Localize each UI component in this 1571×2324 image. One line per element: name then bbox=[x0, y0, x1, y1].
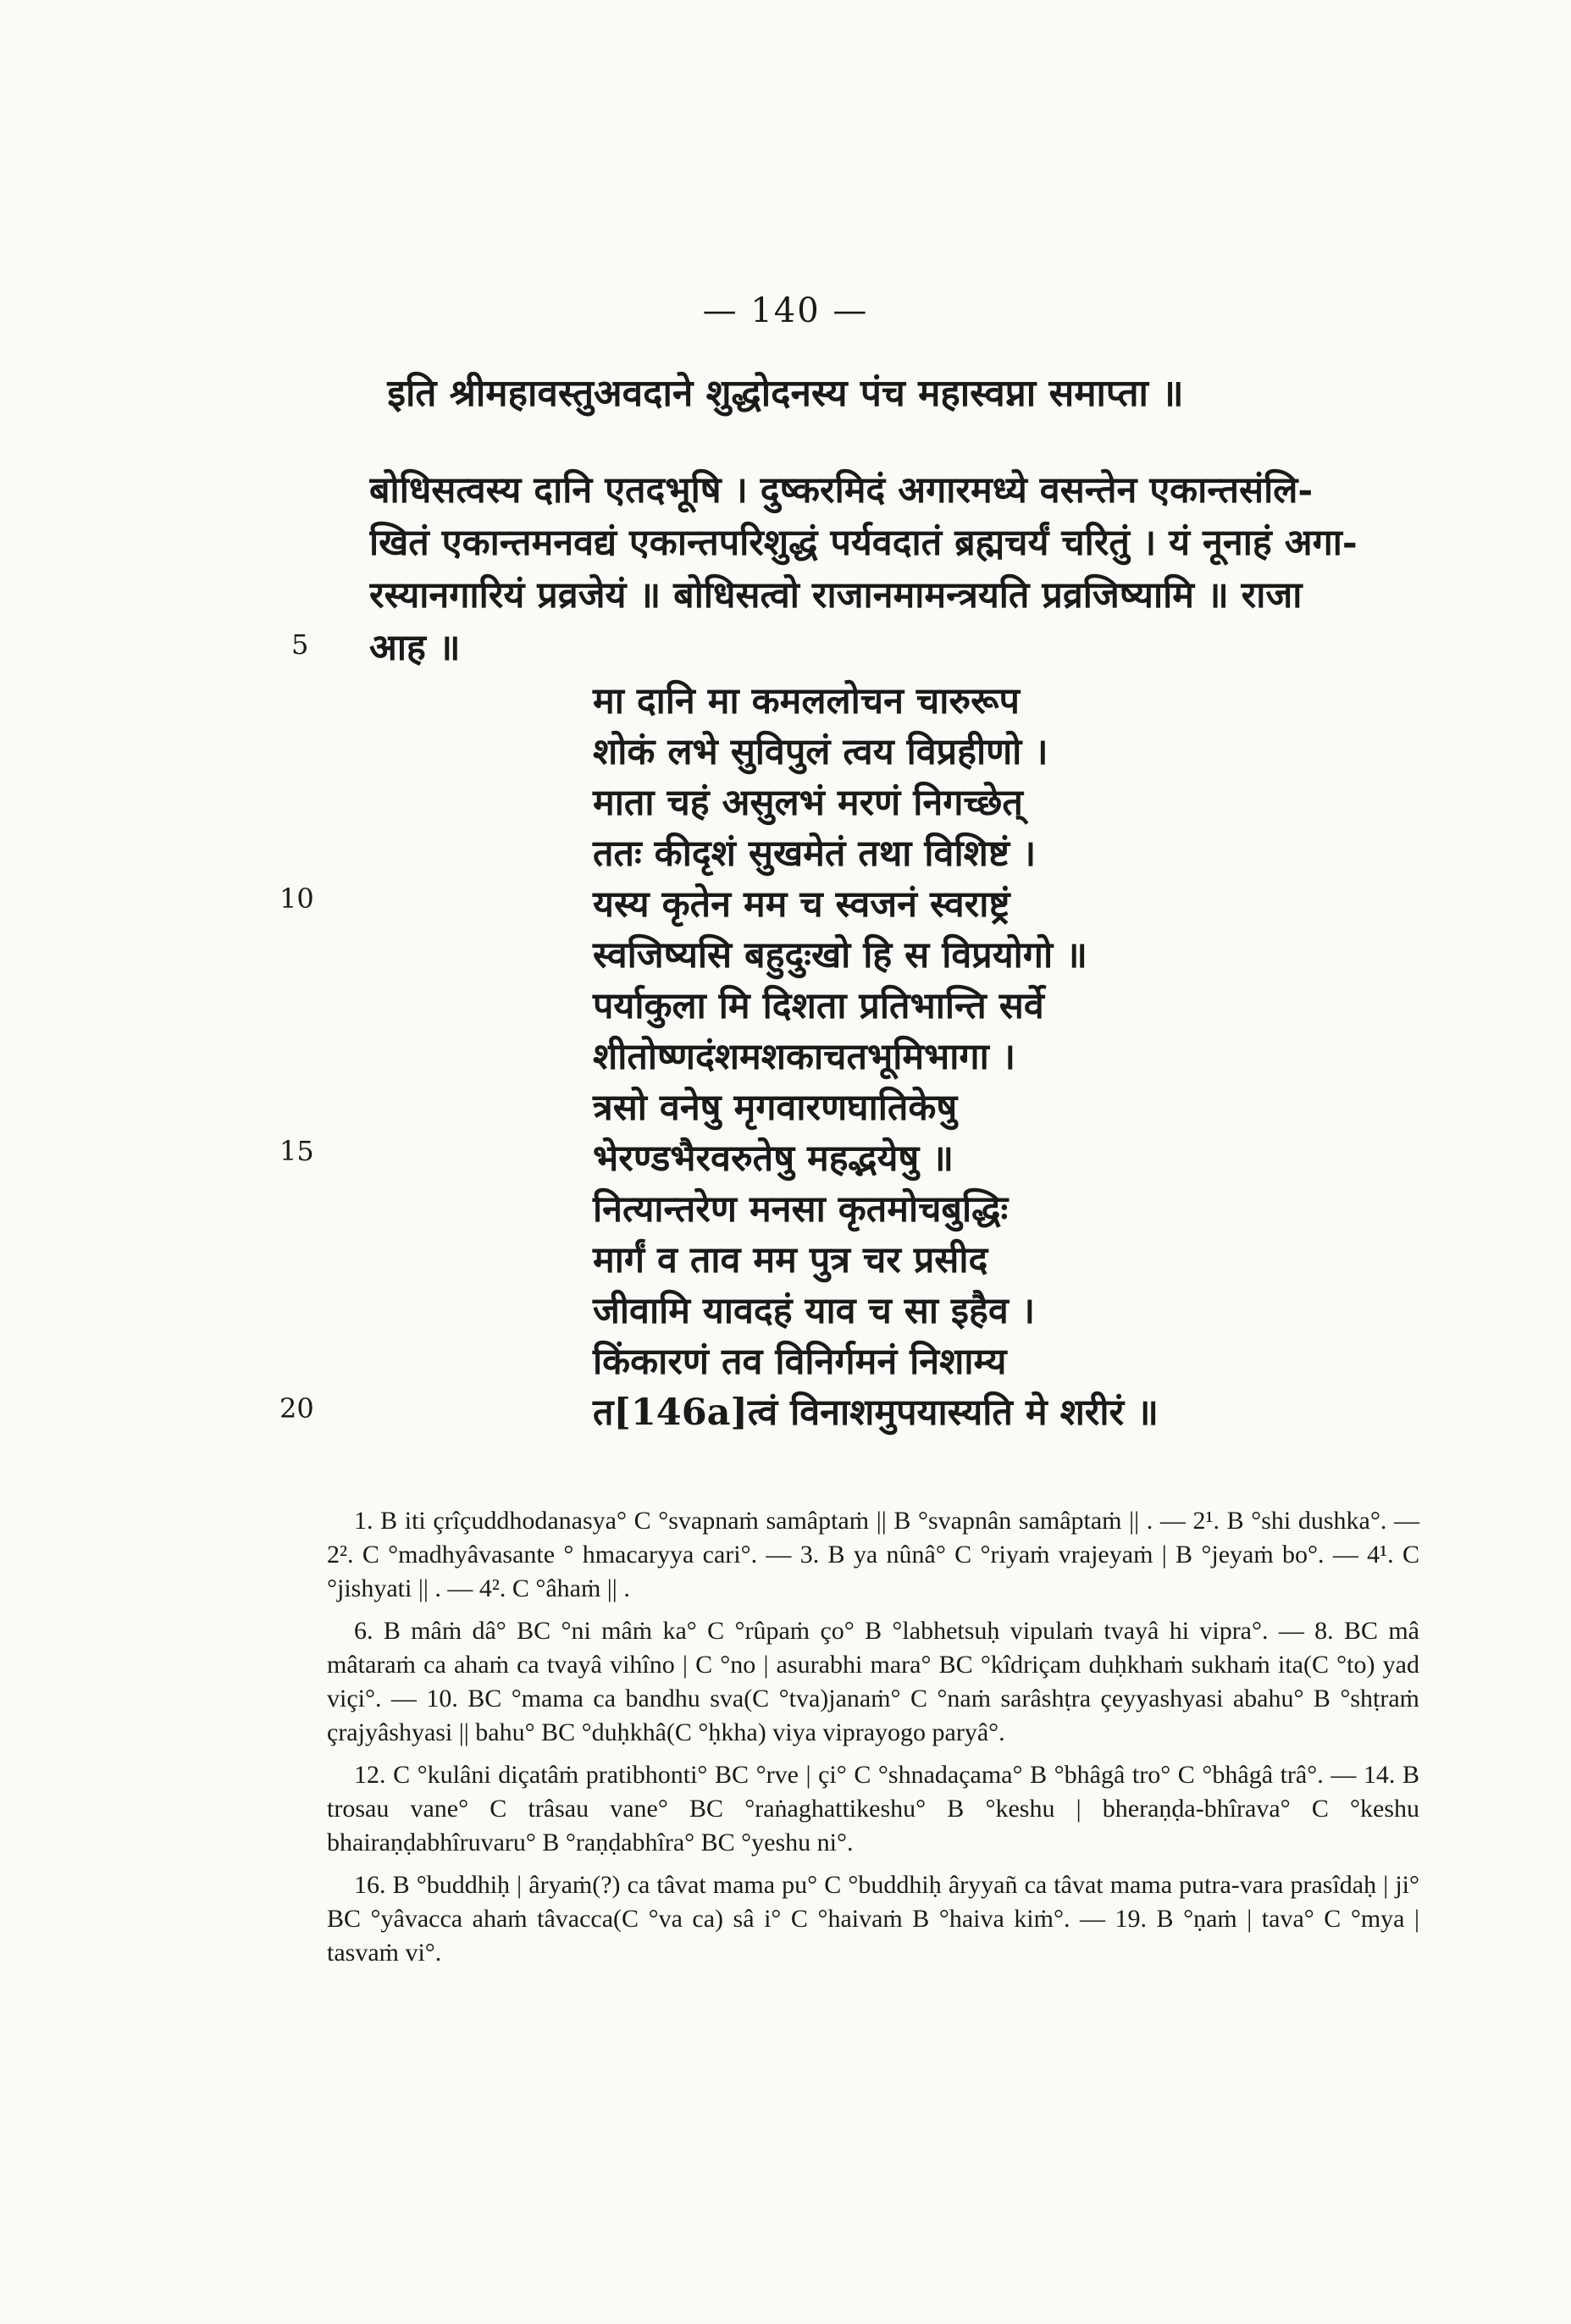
colophon: इति श्रीमहावस्तुअवदाने शुद्धोदनस्य पंच महास्वप्ना समाप्ता ॥ bbox=[387, 372, 1184, 415]
verse-line: त्रसो वनेषु मृगवारणघातिकेषु bbox=[593, 1087, 958, 1129]
line-number-5: 5 bbox=[291, 628, 309, 661]
verse-line: शीतोष्णदंशमशकाचतभूमिभागा । bbox=[593, 1036, 1016, 1078]
verse-line: ततः कीदृशं सुखमेतं तथा विशिष्टं । bbox=[593, 833, 1037, 875]
verse-line: शोकं लभे सुविपुलं त्वय विप्रहीणो । bbox=[593, 731, 1048, 773]
line-number-20: 20 bbox=[279, 1392, 314, 1425]
verse-line: त[146a]त्वं विनाशमुपयास्यति मे शरीरं ॥ bbox=[593, 1392, 1159, 1434]
footnote: 6. B mâṁ dâ° BC °ni mâṁ ka° C °rûpaṁ ço° B °labhetsuḥ vipulaṁ tvayâ hi vipra°. — 8. BC mâ mâtaraṁ ca ahaṁ ca tvayâ vihîno | C °no | asurabhi mara° BC °kîdriçam duḥkhaṁ sukhaṁ ita(C °to) yad viçi°. — 10. BC °mama ca bandhu sva(C °tva)janaṁ° C °naṁ sarâshṭra çeyyashyasi abahu° B °shṭraṁ çrajyâshyasi || bahu° BC °duḥkhâ(C °ḥkha) viya viprayogo paryâ°. bbox=[327, 1617, 1419, 1746]
prose-block bbox=[369, 464, 1445, 674]
prose-line: आह ॥ bbox=[369, 627, 461, 669]
verse-line: मार्गं व ताव मम पुत्र चर प्रसीद bbox=[593, 1239, 988, 1281]
footnote: 16. B °buddhiḥ | âryaṁ(?) ca tâvat mama pu° C °buddhiḥ âryyañ ca tâvat mama putra-vara prasîdaḥ | ji° BC °yâvacca ahaṁ tâvacca(C °va ca) sâ i° C °haivaṁ B °haiva kiṁ°. — 19. B °ṇaṁ | tava° C °mya | tasvaṁ vi°. bbox=[327, 1871, 1419, 1967]
verse-line: नित्यान्तरेण मनसा कृतमोचबुद्धिः bbox=[593, 1188, 1009, 1231]
prose-line: रस्यानगारियं प्रव्रजेयं ॥ बोधिसत्वो राजानमामन्त्रयति प्रव्रजिष्यामि ॥ राजा bbox=[369, 574, 1303, 617]
verse-line: पर्याकुला मि दिशता प्रतिभान्ति सर्वे bbox=[593, 985, 1044, 1027]
verse-block bbox=[593, 676, 1355, 1438]
verse-line: स्वजिष्यसि बहुदुःखो हि स विप्रयोगो ॥ bbox=[593, 934, 1087, 977]
verse-line: मा दानि मा कमललोचन चारुरूप bbox=[593, 680, 1020, 722]
line-number-10: 10 bbox=[279, 883, 314, 915]
footnote: 1. B iti çrîçuddhodanasya° C °svapnaṁ samâptaṁ || B °svapnân samâptaṁ || . — 2¹. B °shi dushka°. — 2². C °madhyâvasante ° hmacaryya cari°. — 3. B ya nûnâ° C °riyaṁ vrajeyaṁ | B °jeyaṁ bo°. — 4¹. C °jishyati || . — 4². C °âhaṁ || . bbox=[327, 1507, 1419, 1602]
page-number: — 140 — bbox=[702, 291, 869, 330]
verse-line: भेरण्डभैरवरुतेषु महद्भयेषु ॥ bbox=[593, 1137, 954, 1180]
verse-line: यस्य कृतेन मम च स्वजनं स्वराष्ट्रं bbox=[593, 883, 1010, 926]
verse-line: जीवामि यावदहं याव च सा इहैव । bbox=[593, 1290, 1036, 1332]
footnote: 12. C °kulâni diçatâṁ pratibhonti° BC °rve | çi° C °shnadaçama° B °bhâgâ tro° C °bhâgâ trâ°. — 14. B trosau vane° C trâsau vane° BC °raṅaghattikeshu° B °keshu | bheraṇḍa-bhîrava° C °keshu bhairaṇḍabhîruvaru° B °raṇḍabhîra° BC °yeshu ni°. bbox=[327, 1761, 1419, 1856]
footnotes bbox=[327, 1504, 1419, 1978]
prose-line: बोधिसत्वस्य दानि एतदभूषि । दुष्करमिदं अगारमध्ये वसन्तेन एकान्तसंलि- bbox=[369, 469, 1314, 512]
line-number-15: 15 bbox=[279, 1135, 314, 1167]
verse-line: माता चहं असुलभं मरणं निगच्छेत् bbox=[593, 782, 1023, 824]
prose-line: खितं एकान्तमनवद्यं एकान्तपरिशुद्धं पर्यवदातं ब्रह्मचर्यं चरितुं । यं नूनाहं अगा- bbox=[369, 522, 1358, 564]
verse-line: किंकारणं तव विनिर्गमनं निशाम्य bbox=[593, 1341, 1007, 1383]
